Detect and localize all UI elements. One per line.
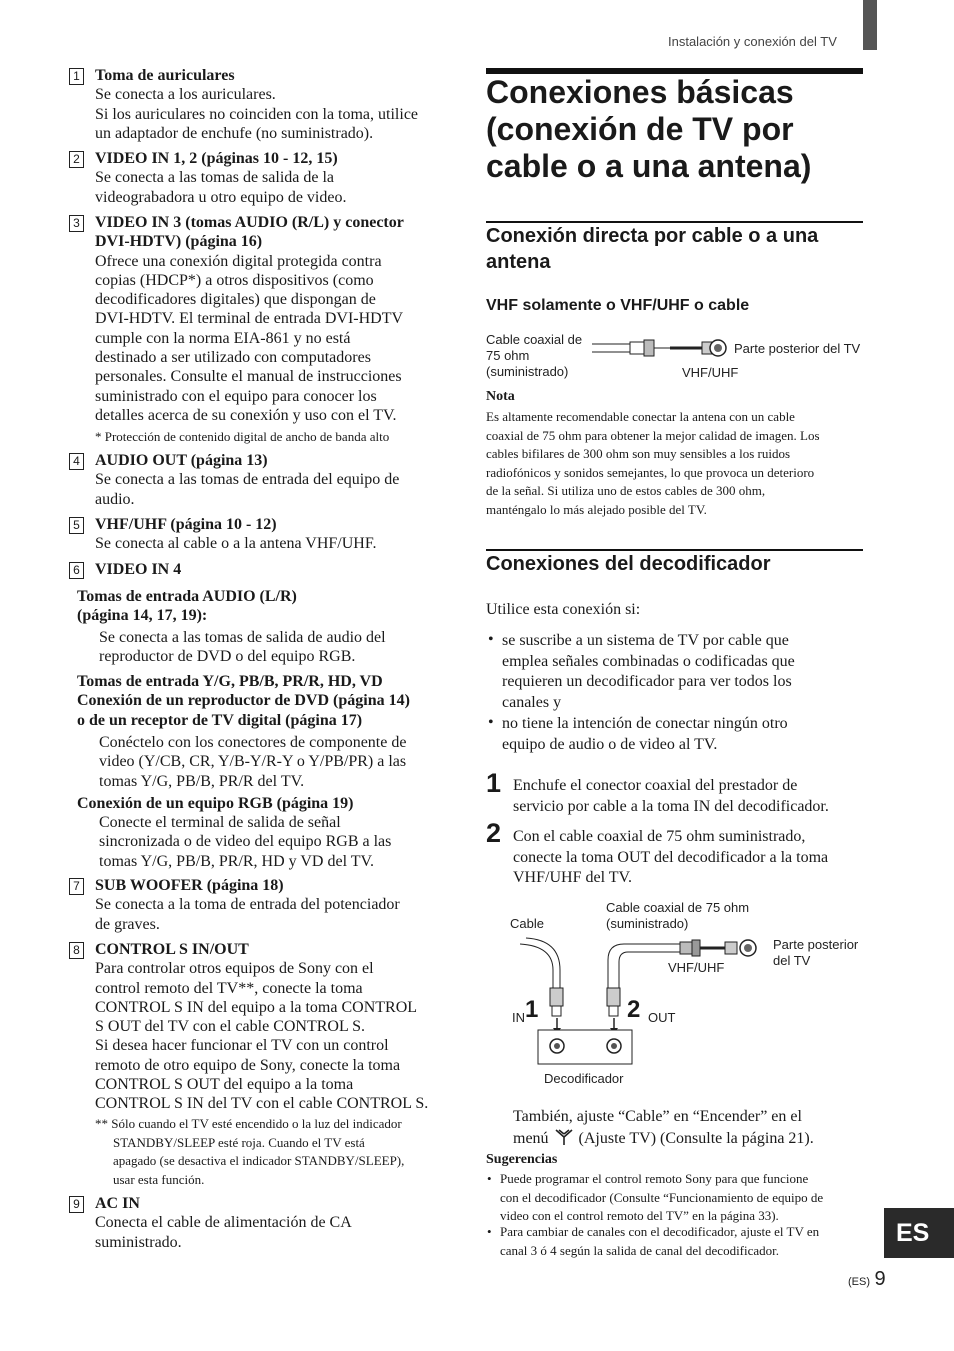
item-text: Si desea hacer funcionar el TV con un control: [95, 1037, 389, 1055]
item-title: CONTROL S IN/OUT: [95, 941, 249, 958]
item-text: S OUT del TV con el cable CONTROL S.: [95, 1018, 366, 1036]
tip-line: canal 3 ó 4 según la salida de canal del decodificador.: [500, 1242, 780, 1258]
label-line: Cable coaxial de 75 ohm: [606, 900, 750, 915]
item-number-6: 6: [69, 562, 84, 579]
item-headphones: [95, 66, 418, 143]
item-text: personales. Consulte el manual de instrucciones: [95, 368, 402, 386]
item-text: control remoto del TV**, conecte la toma: [95, 979, 363, 997]
item-text: videograbadora u otro equipo de video.: [95, 188, 347, 206]
bullet-dot: •: [487, 1224, 492, 1239]
item-sub-woofer: [95, 876, 400, 934]
step-line: Enchufe el conector coaxial del prestador de: [513, 777, 798, 794]
header-bar: [863, 0, 877, 50]
item-text: CONTROL S OUT del equipo a la toma: [95, 1076, 354, 1094]
text-line: (Ajuste TV) (Consulte la página 21).: [578, 1129, 814, 1147]
subitem-title: o de un receptor de TV digital (página 17): [77, 711, 363, 729]
note-line: radiofónicos y sonidos semejantes, lo que provoca un deterioro: [486, 464, 815, 480]
subitem-component-text: [99, 733, 406, 791]
diagram1-cable-label: [486, 332, 582, 380]
item-text: un adaptador de enchufe (no suministrado).: [95, 124, 374, 142]
item-control-s: [95, 940, 428, 1114]
item-text: Ofrece una conexión digital protegida contra: [95, 252, 382, 270]
diagram2-in-label: IN: [512, 1010, 525, 1025]
item-number-7: 7: [69, 878, 84, 895]
subitem-audio-input: [77, 587, 297, 626]
bullet-dot: •: [487, 1171, 492, 1186]
page-title: [486, 74, 866, 185]
subitem-audio-text: [99, 628, 386, 667]
label-line: Cable coaxial de: [486, 332, 583, 347]
item-text: Se conecta a la toma de entrada del potenciador: [95, 896, 400, 914]
decoder-label: Decodificador: [544, 1071, 624, 1086]
item-text: suministrado con el equipo para conocer los: [95, 387, 377, 405]
page-number: [848, 1268, 886, 1291]
diagram2-step-2: 2: [627, 996, 641, 1023]
bullet-text: [502, 714, 788, 755]
item-title: Toma de auriculares: [95, 67, 235, 84]
subitem-title: Conexión de un equipo RGB (página 19): [77, 795, 354, 812]
heading-line: Conexión directa por cable o a una: [486, 225, 819, 247]
item-text: video (Y/CB, CR, Y/B-Y/R-Y o Y/PB/PR) a las: [99, 753, 407, 771]
tip-1: [500, 1170, 823, 1226]
item-text: Conecta el cable de alimentación de CA: [95, 1214, 352, 1232]
item-ac-in: [95, 1194, 352, 1252]
subitem-component: [77, 672, 410, 730]
item-text: Se conecta al cable o a la antena VHF/UHF.: [95, 535, 377, 553]
subitem-rgb-text: [99, 813, 391, 871]
decoder-connection-diagram: [520, 930, 790, 1070]
section-title-decoder: Conexiones del decodificador: [486, 553, 771, 575]
item-number-5: 5: [69, 517, 84, 534]
item-text: Para controlar otros equipos de Sony con el: [95, 960, 374, 978]
item-text: decodificadores digitales) que dispongan de: [95, 291, 376, 309]
diagram2-out-label: OUT: [648, 1010, 676, 1025]
subitem-title: Tomas de entrada AUDIO (L/R): [77, 588, 297, 605]
diagram1-port-label: VHF/UHF: [682, 365, 739, 380]
note-line: manténgalo lo más alejado posible del TV.: [486, 501, 707, 517]
item-text: Se conecta a las tomas de entrada del equipo de: [95, 471, 400, 489]
item-title: [95, 560, 181, 579]
coaxial-cable-diagram: [590, 335, 740, 365]
label-line: (suministrado): [486, 364, 569, 379]
item-text: de graves.: [95, 915, 160, 933]
item-number-1: 1: [69, 68, 84, 85]
item-title: VIDEO IN 3 (tomas AUDIO (R/L) y conector: [95, 214, 404, 231]
bullet-text: [502, 631, 795, 713]
footnote-line: usar esta función.: [113, 1171, 205, 1187]
item-video-in-1-2: [95, 149, 346, 207]
footnote-line: apagado (se desactiva el indicador STANDBY/SLEEP),: [113, 1153, 405, 1168]
item-text: CONTROL S IN del equipo a la toma CONTROL: [95, 998, 418, 1016]
step-line: servicio por cable a la toma IN del decodificador.: [513, 797, 829, 815]
item-text: copias (HDCP*) a otros dispositivos (como: [95, 271, 374, 289]
item-text: Se conecta a las tomas de salida de audio del: [99, 629, 386, 646]
tip-line: video con el control remoto del TV” en la página 33).: [500, 1208, 779, 1223]
bullet-line: canales y: [502, 693, 562, 711]
item-number-4: 4: [69, 453, 84, 470]
title-line: Conexiones básicas: [486, 74, 794, 110]
text-line: También, ajuste “Cable” en “Encender” en el: [513, 1108, 802, 1125]
diagram2-coax-label: [606, 900, 749, 932]
label-line: (suministrado): [606, 916, 689, 931]
item-number-8: 8: [69, 942, 84, 959]
item-text: cumple con la norma EIA-861 y no está: [95, 329, 351, 347]
item-text: destinado a ser utilizado con computadores: [95, 349, 371, 367]
footnote-line: STANDBY/SLEEP esté roja. Cuando el TV está: [113, 1134, 365, 1150]
label-line: del TV: [773, 953, 811, 968]
item-text: Conéctelo con los conectores de componente de: [99, 734, 407, 751]
note-line: coaxial de 75 ohm para obtener la mejor calidad de imagen. Los: [486, 427, 820, 443]
step-number-2: 2: [486, 818, 502, 848]
step-number-1: 1: [486, 768, 502, 798]
item-text: Se conecta a las tomas de salida de la: [95, 169, 335, 187]
item-title: VHF/UHF (página 10 - 12): [95, 516, 277, 533]
footnote-hdcp: * Protección de contenido digital de ancho de banda alto: [95, 429, 390, 444]
item-number-3: 3: [69, 215, 84, 232]
title-line: cable o a una antena): [486, 148, 812, 184]
tip-line: con el decodificador (Consulte “Funcionamiento de equipo de: [500, 1189, 824, 1205]
bullet-dot: •: [488, 631, 494, 648]
bullet-line: requieren un decodificador para ver todos los: [502, 673, 792, 690]
note-line: cables bifilares de 300 ohm son muy sensibles a los ruidos: [486, 446, 791, 461]
item-text: CONTROL S IN del TV con el cable CONTROL S.: [95, 1095, 429, 1113]
item-title: VIDEO IN 1, 2 (páginas 10 - 12, 15): [95, 150, 338, 167]
item-video-in-3: [95, 213, 404, 425]
subitem-title: Conexión de un reproductor de DVD (página 14): [77, 692, 410, 710]
item-title: DVI-HDTV) (página 16): [95, 233, 263, 251]
tips-title: Sugerencias: [486, 1152, 558, 1167]
bullet-line: emplea señales combinadas o codificadas que: [502, 652, 795, 670]
intro-text: Utilice esta conexión si:: [486, 601, 641, 618]
item-text: audio.: [95, 490, 135, 508]
language-tab: ES: [884, 1208, 954, 1258]
step-line: Con el cable coaxial de 75 ohm suministrado,: [513, 828, 806, 845]
section-header: Instalación y conexión del TV: [668, 34, 837, 49]
section-title-direct: [486, 223, 866, 275]
item-title: AC IN: [95, 1195, 140, 1212]
label-line: Parte posterior: [773, 937, 859, 952]
text-line: menú: [513, 1129, 549, 1147]
item-text: sincronizada o de video del equipo RGB a las: [99, 833, 392, 851]
step-line: conecte la toma OUT del decodificador a la toma: [513, 848, 829, 866]
footnote-line: ** Sólo cuando el TV esté encendido o la luz del indicador: [95, 1116, 402, 1131]
item-text: suministrado.: [95, 1233, 182, 1251]
page-number-value: 9: [874, 1268, 886, 1290]
item-number-2: 2: [69, 151, 84, 168]
item-vhf-uhf: [95, 515, 376, 554]
item-text: tomas Y/G, PB/B, PR/R, HD y VD del TV.: [99, 852, 375, 870]
antenna-icon: [553, 1128, 575, 1146]
step-1-text: [513, 776, 829, 817]
label-line: 75 ohm: [486, 348, 530, 363]
item-number-9: 9: [69, 1196, 84, 1213]
item-text: Conecte el terminal de salida de señal: [99, 814, 341, 831]
diagram2-cable-label: Cable: [510, 916, 544, 931]
bullet-line: equipo de audio o de video al TV.: [502, 735, 718, 753]
tip-2: [500, 1223, 819, 1260]
tip-line: Puede programar el control remoto Sony para que funcione: [500, 1171, 809, 1186]
subitem-rgb: [77, 794, 354, 813]
step-line: VHF/UHF del TV.: [513, 869, 632, 886]
footnote-standby: [95, 1115, 404, 1189]
cable-setting-text: [513, 1107, 814, 1149]
item-title: AUDIO OUT (página 13): [95, 452, 268, 469]
item-text: Si los auriculares no coinciden con la toma, utilice: [95, 105, 419, 123]
subitem-title: (página 14, 17, 19):: [77, 607, 208, 625]
tip-line: Para cambiar de canales con el decodificador, ajuste el TV en: [500, 1224, 820, 1239]
item-text: tomas Y/G, PB/B, PR/R del TV.: [99, 772, 305, 790]
diagram2-step-1: 1: [525, 996, 539, 1023]
item-title: SUB WOOFER (página 18): [95, 877, 284, 894]
item-text: reproductor de DVD o del equipo RGB.: [99, 648, 356, 666]
note-title: Nota: [486, 389, 515, 404]
item-audio-out: [95, 451, 399, 509]
item-text: Se conecta a los auriculares.: [95, 86, 276, 104]
subitem-title: Tomas de entrada Y/G, PB/B, PR/R, HD, VD: [77, 673, 383, 690]
note-line: de la señal. Si utiliza uno de estos cables de 300 ohm,: [486, 483, 766, 498]
bullet-line: no tiene la intención de conectar ningún otro: [502, 715, 788, 732]
item-title-text: VIDEO IN 4: [95, 561, 182, 578]
bullet-line: se suscribe a un sistema de TV por cable que: [502, 632, 789, 649]
diagram1-rear-label: Parte posterior del TV: [734, 341, 861, 356]
subsection-title: VHF solamente o VHF/UHF o cable: [486, 297, 750, 314]
diagram2-port-label: VHF/UHF: [668, 960, 725, 975]
title-line: (conexión de TV por: [486, 111, 794, 147]
heading-line: antena: [486, 251, 551, 273]
step-2-text: [513, 827, 828, 889]
item-text: remoto de otro equipo de Sony, conecte la toma: [95, 1056, 401, 1074]
item-text: DVI-HDTV. El terminal de entrada DVI-HDTV: [95, 310, 404, 328]
note-text: [486, 408, 820, 519]
item-text: detalles acerca de su conexión y uso con el TV.: [95, 406, 397, 424]
note-line: Es altamente recomendable conectar la antena con un cable: [486, 409, 795, 424]
page-prefix: (ES): [848, 1276, 870, 1288]
bullet-dot: •: [488, 714, 494, 731]
